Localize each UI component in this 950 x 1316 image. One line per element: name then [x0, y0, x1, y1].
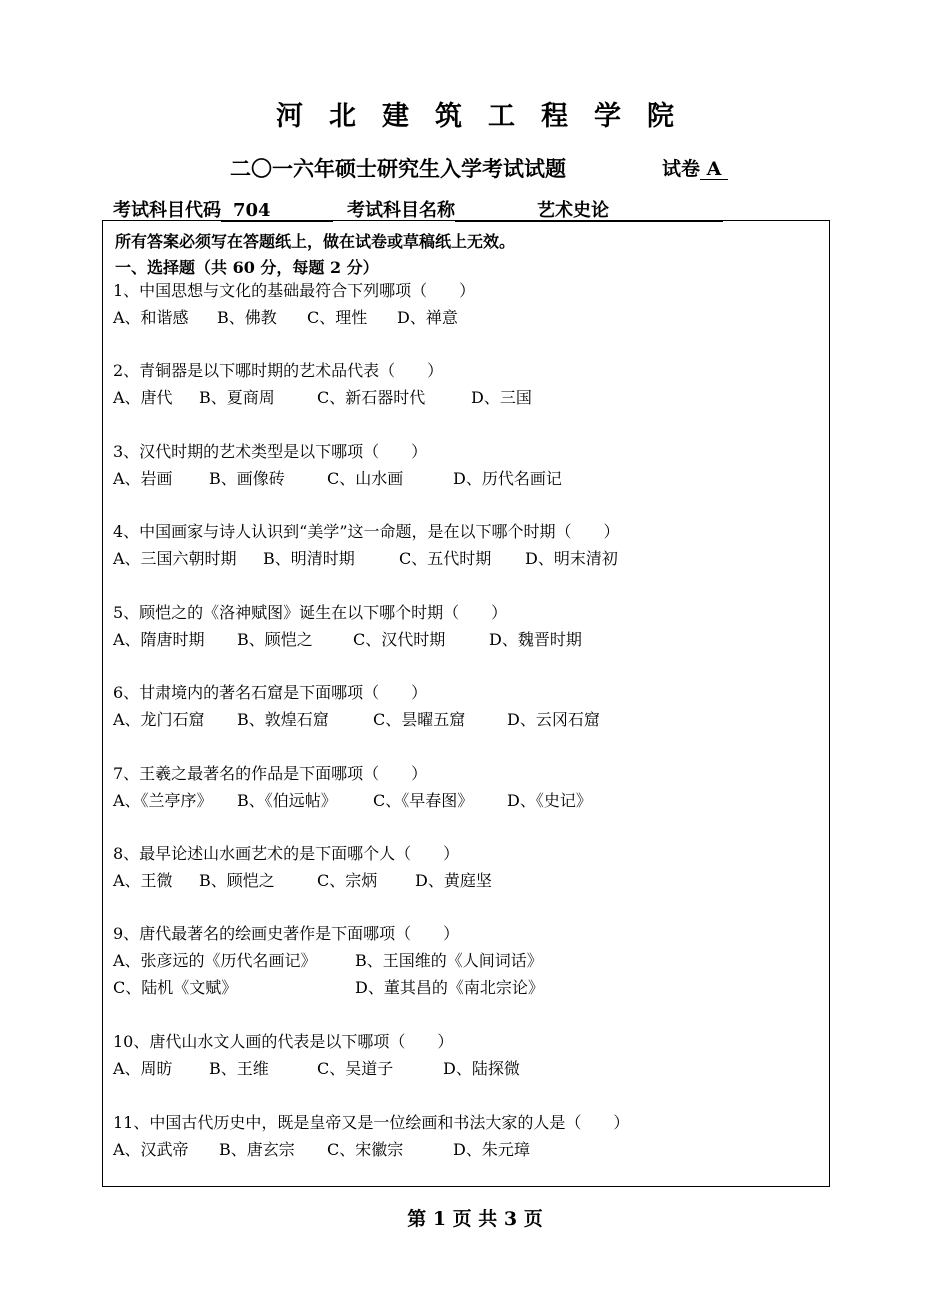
option-row	[113, 947, 543, 974]
question-stem: 8、最早论述山水画艺术的是下面哪个人（ ）	[113, 844, 460, 863]
option-row	[113, 465, 562, 492]
option-b: B、画像砖	[209, 469, 285, 488]
option-b: B、《伯远帖》	[237, 791, 337, 810]
question-item	[113, 1109, 629, 1163]
question-stem: 10、唐代山水文人画的代表是以下哪项（ ）	[113, 1032, 454, 1051]
question-stem: 4、中国画家与诗人认识到“美学”这一命题，是在以下哪个时期（ ）	[113, 522, 620, 541]
option-a: A、和谐感	[113, 308, 189, 327]
option-d: D、朱元璋	[453, 1140, 530, 1159]
option-a: A、唐代	[113, 388, 173, 407]
option-c: C、宋徽宗	[327, 1140, 404, 1159]
question-stem: 11、中国古代历史中，既是皇帝又是一位绘画和书法大家的人是（ ）	[113, 1113, 630, 1132]
question-item	[113, 599, 582, 653]
option-b: B、王国维的《人间词话》	[355, 951, 543, 970]
option-a: A、隋唐时期	[113, 630, 205, 649]
option-a: A、三国六朝时期	[113, 549, 237, 568]
option-row	[113, 545, 620, 572]
option-row	[113, 384, 532, 411]
option-c: C、新石器时代	[317, 388, 426, 407]
option-b: B、明清时期	[263, 549, 355, 568]
option-row	[113, 626, 582, 653]
question-item	[113, 1028, 520, 1082]
option-b: B、夏商周	[199, 388, 275, 407]
option-a: A、王微	[113, 871, 173, 890]
page-footer: 第 1 页 共 3 页	[407, 1208, 543, 1230]
subject-name-label: 考试科目名称	[347, 200, 455, 221]
option-d: D、明末清初	[525, 549, 618, 568]
option-a: A、张彦远的《历代名画记》	[113, 951, 317, 970]
option-d: D、董其昌的《南北宗论》	[355, 978, 544, 997]
option-d: D、历代名画记	[453, 469, 562, 488]
option-d: D、陆探微	[443, 1059, 520, 1078]
paper-label: 试卷	[662, 158, 701, 180]
section-title: 一、选择题（共 60 分，每题 2 分）	[115, 258, 379, 277]
option-d: D、《史记》	[507, 791, 592, 810]
question-item	[113, 679, 600, 733]
question-stem: 2、青铜器是以下哪时期的艺术品代表（ ）	[113, 361, 444, 380]
option-d: D、三国	[471, 388, 532, 407]
option-row	[113, 867, 492, 894]
option-a: A、《兰亭序》	[113, 791, 213, 810]
option-c: C、宗炳	[317, 871, 378, 890]
option-row	[113, 304, 475, 331]
option-b: B、敦煌石窟	[237, 710, 329, 729]
question-stem: 9、唐代最著名的绘画史著作是下面哪项（ ）	[113, 924, 460, 943]
question-item	[113, 357, 532, 411]
option-d: D、云冈石窟	[507, 710, 600, 729]
option-c: C、陆机《文赋》	[113, 978, 238, 997]
question-frame	[102, 220, 830, 1187]
question-item	[113, 438, 562, 492]
option-b: B、唐玄宗	[219, 1140, 295, 1159]
question-item	[113, 760, 592, 814]
option-c: C、《早春图》	[373, 791, 474, 810]
option-b: B、王维	[209, 1059, 269, 1078]
subject-code-label: 考试科目代码	[113, 200, 221, 221]
option-row	[113, 706, 600, 733]
university-name: 河北建筑工程学院	[276, 101, 700, 132]
question-stem: 7、王羲之最著名的作品是下面哪项（ ）	[113, 764, 428, 783]
question-stem: 1、中国思想与文化的基础最符合下列哪项（ ）	[113, 281, 476, 300]
option-c: C、五代时期	[399, 549, 492, 568]
option-b: B、佛教	[217, 308, 277, 327]
answer-notice: 所有答案必须写在答题纸上，做在试卷或草稿纸上无效。	[115, 232, 516, 251]
question-stem: 3、汉代时期的艺术类型是以下哪项（ ）	[113, 442, 428, 461]
option-c: C、昙曜五窟	[373, 710, 466, 729]
option-b: B、顾恺之	[237, 630, 313, 649]
question-item	[113, 277, 475, 331]
question-item	[113, 518, 620, 572]
option-a: A、龙门石窟	[113, 710, 205, 729]
option-c: C、山水画	[327, 469, 404, 488]
option-b: B、顾恺之	[199, 871, 275, 890]
option-a: A、汉武帝	[113, 1140, 189, 1159]
subject-row	[113, 196, 723, 222]
question-stem: 5、顾恺之的《洛神赋图》诞生在以下哪个时期（ ）	[113, 603, 508, 622]
option-d: D、禅意	[397, 308, 458, 327]
subject-code: 704	[221, 201, 333, 222]
option-c: C、汉代时期	[353, 630, 446, 649]
subject-name: 艺术史论	[455, 201, 723, 222]
question-stem: 6、甘肃境内的著名石窟是下面哪项（ ）	[113, 683, 428, 702]
question-item	[113, 840, 492, 894]
option-d: D、黄庭坚	[415, 871, 492, 890]
exam-title: 二〇一六年硕士研究生入学考试试题	[230, 156, 566, 181]
option-d: D、魏晋时期	[489, 630, 582, 649]
question-item	[113, 920, 544, 1001]
option-a: A、岩画	[113, 469, 173, 488]
paper-value: A	[700, 159, 728, 180]
option-row	[113, 974, 544, 1001]
paper-type	[662, 154, 728, 181]
option-a: A、周昉	[113, 1059, 173, 1078]
option-row	[113, 787, 592, 814]
option-c: C、理性	[307, 308, 368, 327]
option-row	[113, 1136, 629, 1163]
option-c: C、吴道子	[317, 1059, 394, 1078]
option-row	[113, 1055, 520, 1082]
